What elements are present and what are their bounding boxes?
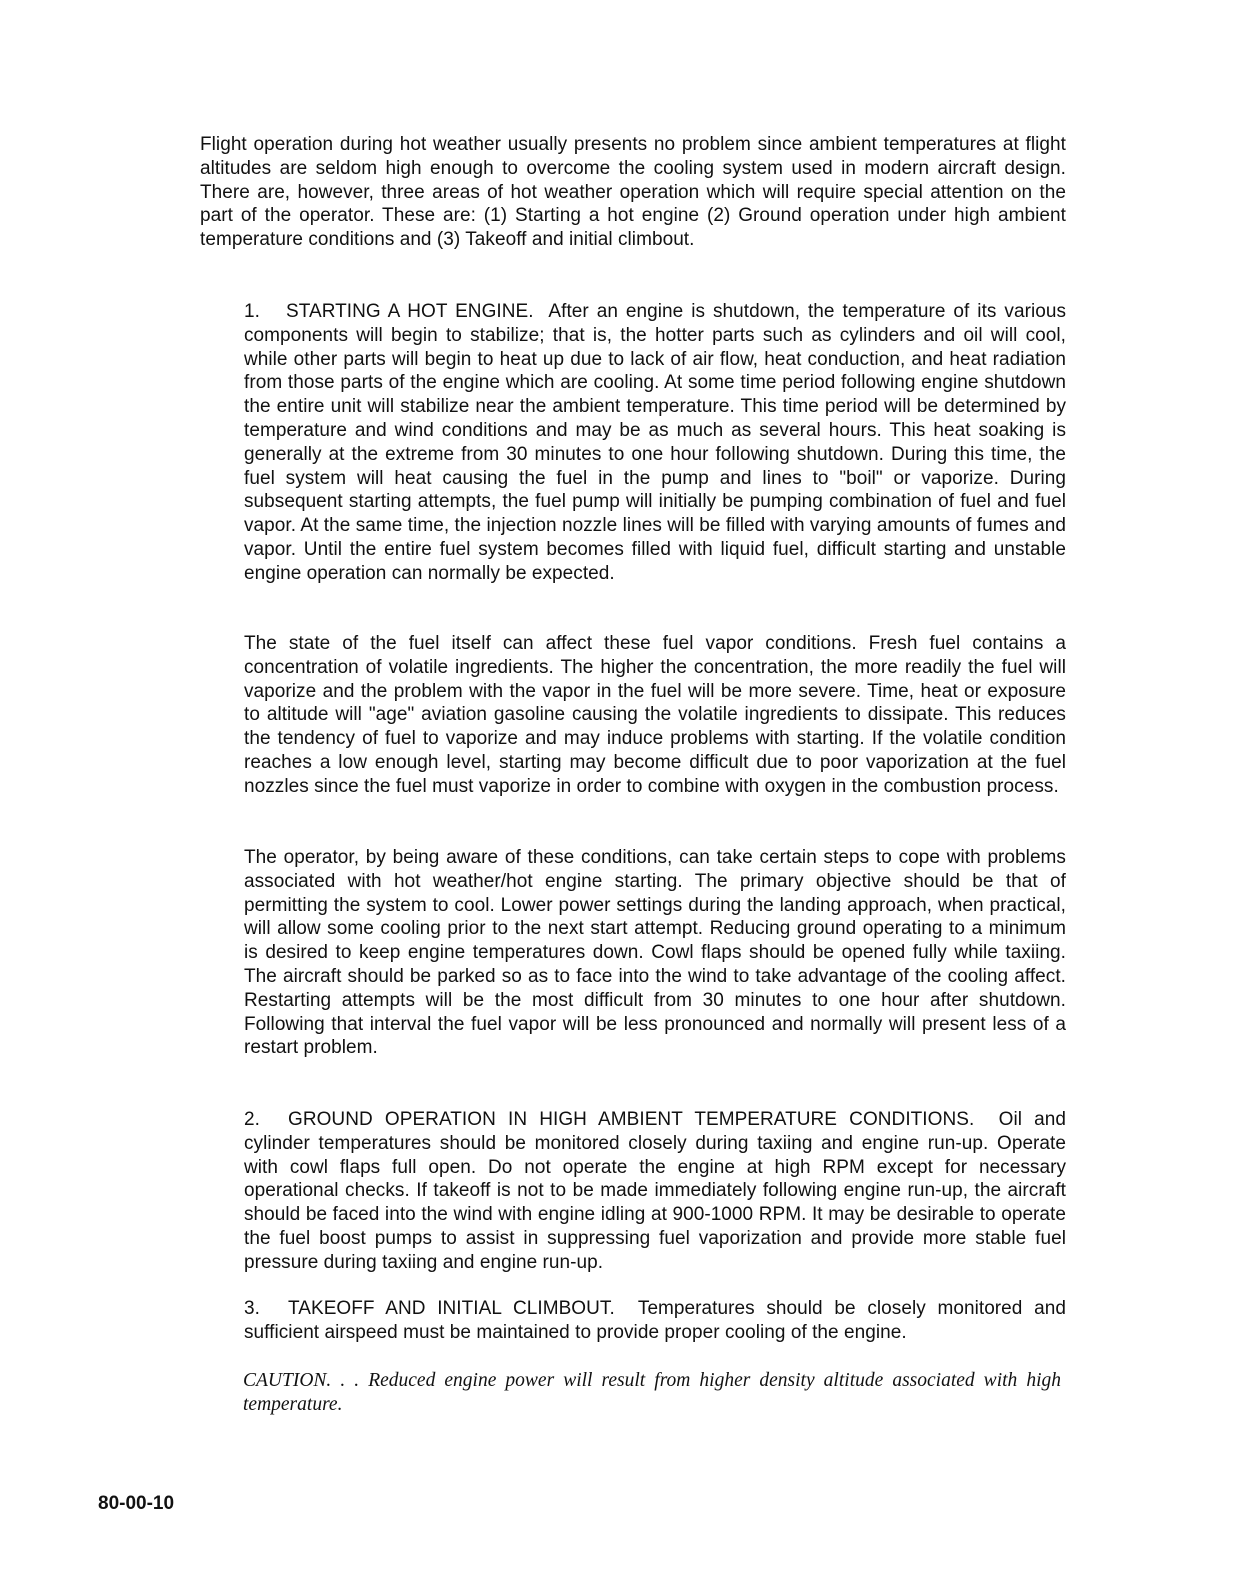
section-starting-hot-engine [244,300,1066,586]
section-body: Temperatures should be closely monitored and sufficient airspeed must be maintained to provide proper cooling of the engine. [244,1298,1066,1343]
section-takeoff-climbout [244,1297,1066,1345]
page-code: 80-00-10 [98,1493,175,1514]
intro-paragraph: Flight operation during hot weather usually presents no problem since ambient temperatures at flight altitudes are seldom high enough to overcome the cooling system used in modern aircraft design. There are, however, three areas of hot weather operation which will require special attention on the part of the operator. These are: (1) Starting a hot engine (2) Ground operation under high ambient temperature conditions and (3) Takeoff and initial climbout. [200,134,1066,251]
section-heading: STARTING A HOT ENGINE. [286,301,534,322]
section-number: 3. [244,1298,260,1319]
caution-note: CAUTION. . . Reduced engine power will result from higher density altitude associated with high temperature. [243,1370,1061,1415]
operator-paragraph: The operator, by being aware of these conditions, can take certain steps to cope with problems associated with hot weather/hot engine starting. The primary objective should be that of permitting the system to cool. Lower power settings during the landing approach, when practical, will allow some cooling prior to the next start attempt. Reducing ground operating to a minimum is desired to keep engine temperatures down. Cowl flaps should be opened fully while taxiing. The aircraft should be parked so as to face into the wind to take advantage of the cooling affect. Restarting attempts will be the most difficult from 30 minutes to one hour after shutdown. Following that interval the fuel vapor will be less pronounced and normally will present less of a restart problem. [244,847,1066,1059]
section-body: Oil and cylinder temperatures should be monitored closely during taxiing and engine run-up. Operate with cowl flaps full open. Do not operate the engine at high RPM except for necessary operational checks. If takeoff is not to be made immediately following engine run-up, the aircraft should be faced into the wind with engine idling at 900-1000 RPM. It may be desirable to operate the fuel boost pumps to assist in suppressing fuel vaporization and provide more stable fuel pressure during taxiing and engine run-up. [244,1109,1066,1273]
section-heading: TAKEOFF AND INITIAL CLIMBOUT. [288,1298,615,1319]
fuel-state-paragraph: The state of the fuel itself can affect these fuel vapor conditions. Fresh fuel contains a concentration of volatile ingredients. The higher the concentration, the more readily the fuel will vaporize and the problem with the vapor in the fuel will be more severe. Time, heat or exposure to altitude will "age" aviation gasoline causing the volatile ingredients to dissipate. This reduces the tendency of fuel to vaporize and may induce problems with starting. If the volatile condition reaches a low enough level, starting may become difficult due to poor vaporization at the fuel nozzles since the fuel must vaporize in order to combine with oxygen in the combustion process. [244,633,1066,797]
section-number: 2. [244,1109,260,1130]
section-body: After an engine is shutdown, the temperature of its various components will begin to stabilize; that is, the hotter parts such as cylinders and oil will cool, while other parts will begin to heat up due to lack of air flow, heat conduction, and heat radiation from those parts of the engine which are cooling. At some time period following engine shutdown the entire unit will stabilize near the ambient temperature. This time period will be determined by temperature and wind conditions and may be as much as several hours. This heat soaking is generally at the extreme from 30 minutes to one hour following shutdown. During this time, the fuel system will heat causing the fuel in the pump and lines to "boil" or vaporize. During subsequent starting attempts, the fuel pump will initially be pumping combination of fuel and fuel vapor. At the same time, the injection nozzle lines will be filled with varying amounts of fumes and vapor. Until the entire fuel system becomes filled with liquid fuel, difficult starting and unstable engine operation can normally be expected. [244,301,1066,584]
section-heading: GROUND OPERATION IN HIGH AMBIENT TEMPERATURE CONDITIONS. [288,1109,975,1130]
section-number: 1. [244,301,260,322]
section-ground-operation [244,1108,1066,1275]
